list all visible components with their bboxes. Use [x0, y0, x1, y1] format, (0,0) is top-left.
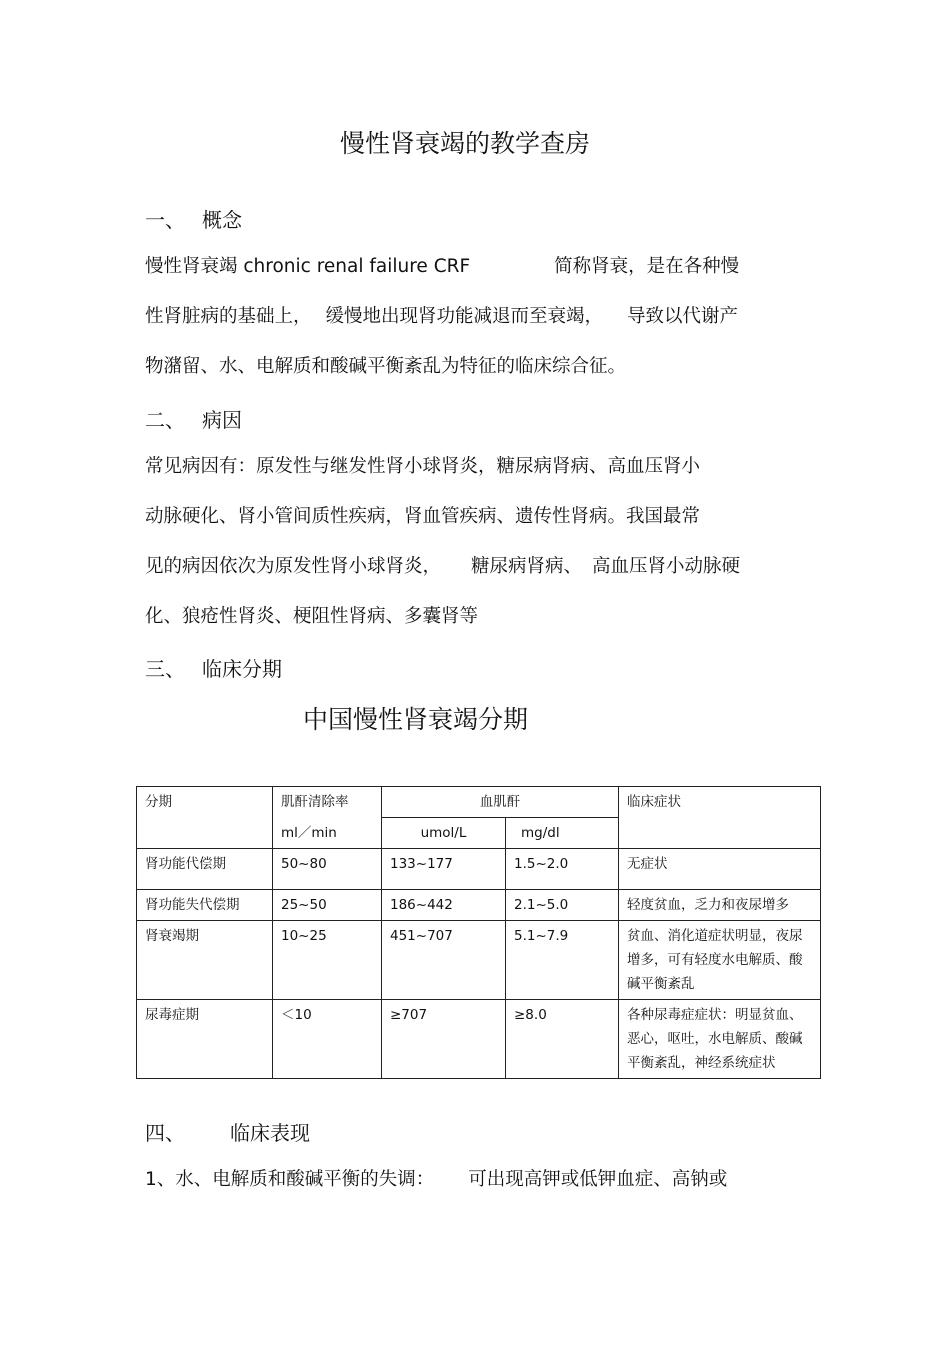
cell-clearance: 50~80: [273, 849, 382, 890]
cell-clearance: ＜10: [273, 1000, 382, 1079]
cell-symptoms: 轻度贫血，乏力和夜尿增多: [619, 890, 821, 921]
cell-mgdl: 5.1~7.9: [506, 921, 619, 1000]
cell-umol: 186~442: [382, 890, 506, 921]
cause-paragraph: [145, 442, 740, 642]
section-label: 概念: [202, 208, 242, 232]
table-row: [137, 849, 821, 890]
cell-symptoms: 贫血、消化道症状明显，夜尿增多，可有轻度水电解质、酸碱平衡紊乱: [619, 921, 821, 1000]
header-unit-umol: umol/L: [382, 818, 506, 849]
header-creatinine: 血肌酐: [382, 787, 619, 818]
text-span: 高血压肾小动脉硬: [592, 556, 741, 577]
concept-line-1: [145, 242, 739, 292]
concept-line-2: [145, 292, 739, 342]
text-span: 导致以代谢产: [627, 306, 739, 327]
cell-umol: ≥707: [382, 1000, 506, 1079]
cell-clearance: 10~25: [273, 921, 382, 1000]
table-row: [137, 1000, 821, 1079]
text-span: 可出现高钾或低钾血症、高钠或: [468, 1169, 728, 1190]
text-span: 见的病因依次为原发性肾小球肾炎，: [145, 556, 442, 577]
section-label: 病因: [202, 408, 242, 432]
concept-line-3: 物潴留、水、电解质和酸碱平衡紊乱为特征的临床综合征。: [145, 356, 627, 377]
cell-mgdl: ≥8.0: [506, 1000, 619, 1079]
header-clearance: 肌酐清除率: [273, 787, 382, 818]
section-number: 四、: [145, 1121, 185, 1145]
manifestation-paragraph: [145, 1155, 727, 1205]
document-title: 慢性肾衰竭的教学查房: [339, 129, 590, 158]
cell-symptoms: 无症状: [619, 849, 821, 890]
cell-mgdl: 1.5~2.0: [506, 849, 619, 890]
cell-mgdl: 2.1~5.0: [506, 890, 619, 921]
cause-line-3: [145, 542, 740, 592]
table-row: [137, 890, 821, 921]
cell-symptoms: 各种尿毒症症状：明显贫血、恶心，呕吐，水电解质、酸碱平衡紊乱，神经系统症状: [619, 1000, 821, 1079]
cell-stage: 肾衰竭期: [137, 921, 273, 1000]
section-heading-cause: [145, 404, 242, 433]
text-span: 缓慢地出现肾功能减退而至衰竭，: [325, 306, 604, 327]
table-row: [137, 921, 821, 1000]
header-stage: 分期: [137, 787, 273, 849]
cell-clearance: 25~50: [273, 890, 382, 921]
section-number: 二、: [145, 408, 185, 432]
cause-line-2: 动脉硬化、肾小管间质性疾病，肾血管疾病、遗传性肾病。我国最常: [145, 506, 701, 527]
cell-stage: 肾功能代偿期: [137, 849, 273, 890]
cause-line-1: 常见病因有：原发性与继发性肾小球肾炎，糖尿病肾病、高血压肾小: [145, 456, 701, 477]
cell-umol: 451~707: [382, 921, 506, 1000]
text-span: 性肾脏病的基础上，: [145, 306, 312, 327]
header-unit-mgdl: mg/dl: [506, 818, 619, 849]
section-heading-concept: [145, 204, 242, 233]
table-header-row: [137, 787, 821, 818]
staging-table: [136, 786, 821, 1079]
header-symptoms: 临床症状: [619, 787, 821, 849]
cell-stage: 肾功能失代偿期: [137, 890, 273, 921]
cell-umol: 133~177: [382, 849, 506, 890]
section-number: 一、: [145, 208, 185, 232]
text-span: 糖尿病肾病、: [471, 556, 583, 577]
text-span: 慢性肾衰竭 chronic renal failure CRF: [145, 256, 471, 277]
table-title: 中国慢性肾衰竭分期: [303, 705, 529, 734]
section-heading-staging: [145, 653, 282, 682]
header-clearance-unit: ml／min: [273, 818, 382, 849]
section-label: 临床分期: [202, 657, 282, 681]
cell-stage: 尿毒症期: [137, 1000, 273, 1079]
concept-paragraph: [145, 242, 739, 392]
text-span: 简称肾衰，是在各种慢: [554, 256, 740, 277]
text-span: 1、水、电解质和酸碱平衡的失调：: [145, 1169, 435, 1190]
manifestation-line-1: [145, 1155, 727, 1205]
section-heading-manifestation: [145, 1117, 310, 1146]
section-label: 临床表现: [230, 1121, 310, 1145]
section-number: 三、: [145, 657, 185, 681]
cause-line-4: 化、狼疮性肾炎、梗阻性肾病、多囊肾等: [145, 606, 479, 627]
